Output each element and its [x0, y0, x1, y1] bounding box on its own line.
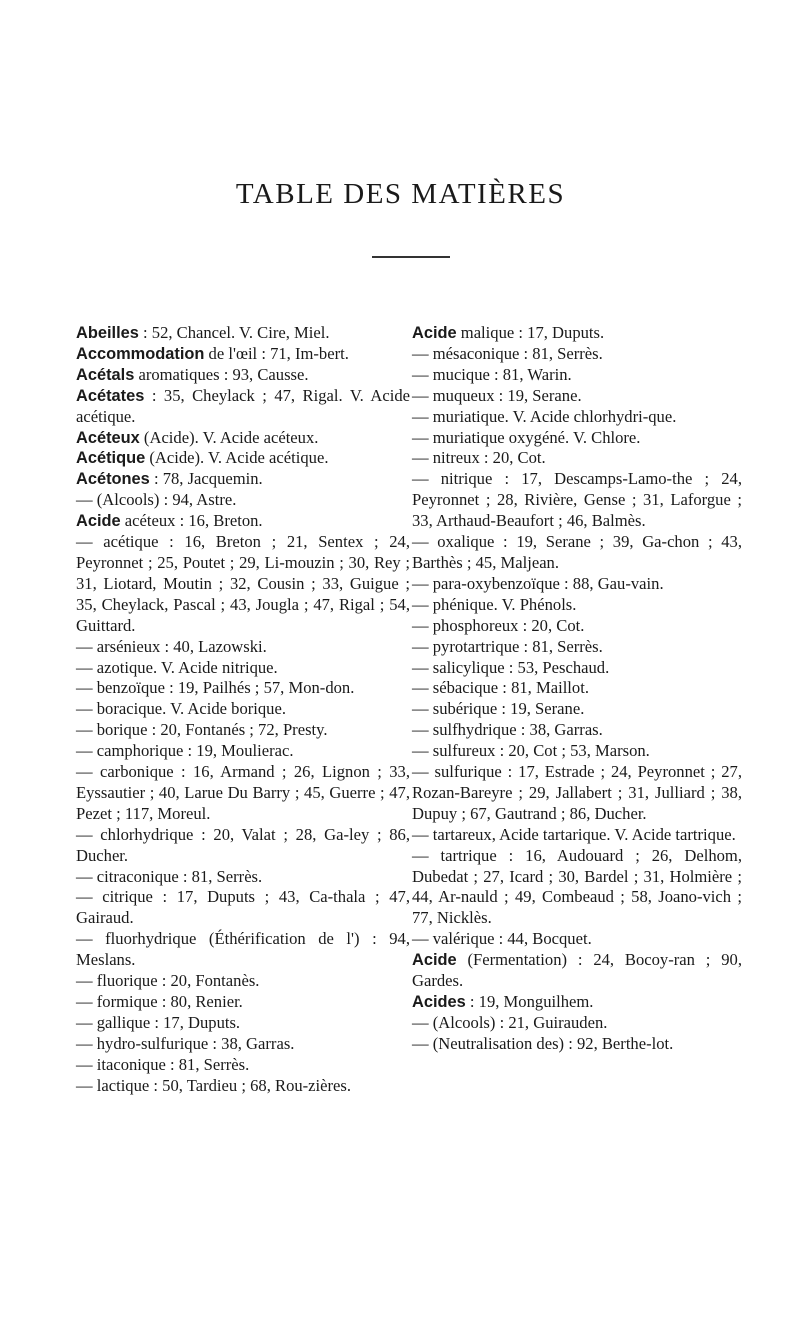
index-entry	[412, 448, 742, 469]
entry-text: — mésaconique : 81, Serrès.	[412, 343, 603, 363]
index-entry	[76, 929, 410, 971]
entry-text: — oxalique : 19, Serane ; 39, Ga-chon ; 43, Barthès ; 45, Maljean.	[412, 532, 742, 572]
index-entry	[76, 532, 410, 637]
entry-text: (Fermentation) : 24, Bocoy-ran ; 90, Gardes.	[412, 950, 742, 991]
index-entry	[412, 428, 742, 449]
index-entry	[76, 1034, 410, 1055]
entry-text: — fluorhydrique (Éthérification de l') : 94, Meslans.	[76, 929, 410, 970]
entry-text: aromatiques : 93, Causse.	[134, 364, 309, 384]
index-entry	[76, 887, 410, 929]
index-entry	[412, 992, 742, 1013]
index-entry	[76, 678, 410, 699]
index-entry	[76, 637, 410, 658]
entry-text: — sulfurique : 17, Estrade ; 24, Peyronnet ; 27, Rozan-Bareyre ; 29, Jallabert ; 31, Julliard ; 38, Dupuy ; 67, Gautrand ; 86, Ducher.	[412, 762, 742, 823]
index-entry	[76, 762, 410, 825]
entry-headword: Acides	[412, 993, 466, 1011]
index-entry	[412, 616, 742, 637]
entry-text: — azotique. V. Acide nitrique.	[76, 657, 278, 677]
entry-text: — chlorhydrique : 20, Valat ; 28, Ga-ley ; 86, Ducher.	[76, 824, 410, 865]
entry-text: — subérique : 19, Serane.	[412, 699, 585, 719]
index-entry	[76, 490, 410, 511]
entry-headword: Abeilles	[76, 324, 139, 342]
entry-text: — benzoïque : 19, Pailhés ; 57, Mon-don.	[76, 678, 355, 698]
entry-text: : 78, Jacquemin.	[149, 469, 263, 489]
index-entry	[76, 344, 410, 365]
index-entry	[76, 1055, 410, 1076]
index-entry	[412, 469, 742, 532]
index-entry	[412, 365, 742, 386]
index-entry	[76, 658, 410, 679]
index-entry	[412, 574, 742, 595]
index-entry	[76, 699, 410, 720]
entry-headword: Acide	[412, 951, 457, 970]
index-entry	[76, 971, 410, 992]
index-entry	[412, 1034, 742, 1055]
index-entry	[412, 386, 742, 407]
index-entry	[412, 846, 742, 930]
index-entry	[76, 825, 410, 867]
entry-headword: Acétals	[76, 365, 135, 384]
entry-text: — pyrotartrique : 81, Serrès.	[412, 636, 603, 656]
index-entry	[76, 365, 410, 386]
entry-text: — phosphoreux : 20, Cot.	[412, 615, 585, 635]
entry-text: : 35, Cheylack ; 47, Rigal. V. Acide acétique.	[76, 385, 410, 426]
entry-text: : 52, Chancel. V. Cire, Miel.	[138, 323, 330, 342]
entry-headword: Acéteux	[76, 428, 140, 447]
index-entry	[76, 720, 410, 741]
index-entry	[412, 950, 742, 992]
title-rule	[372, 256, 450, 258]
entry-headword: Acétates	[76, 386, 145, 405]
entry-text: — arsénieux : 40, Lazowski.	[76, 636, 267, 656]
entry-text: — (Alcools) : 21, Guirauden.	[412, 1012, 608, 1032]
entry-headword: Acétones	[76, 470, 150, 489]
index-entry	[412, 637, 742, 658]
entry-text: — camphorique : 19, Moulierac.	[76, 741, 294, 761]
entry-text: — citraconique : 81, Serrès.	[76, 866, 263, 886]
entry-text: — boracique. V. Acide borique.	[76, 699, 286, 719]
index-entry	[412, 658, 742, 679]
index-column-right	[412, 323, 742, 1055]
index-entry	[76, 448, 410, 469]
index-entry	[412, 825, 742, 846]
entry-headword: Acétique	[76, 449, 146, 468]
entry-text: — mucique : 81, Warin.	[412, 364, 572, 384]
entry-text: — phénique. V. Phénols.	[412, 594, 577, 614]
entry-text: — salicylique : 53, Peschaud.	[412, 657, 610, 677]
entry-text: — sulfhydrique : 38, Garras.	[412, 720, 603, 740]
index-entry	[412, 929, 742, 950]
index-column-left	[76, 323, 410, 1097]
index-entry	[76, 428, 410, 449]
index-entry	[412, 741, 742, 762]
entry-text: — muriatique oxygéné. V. Chlore.	[412, 427, 641, 447]
entry-text: — nitreux : 20, Cot.	[412, 448, 546, 468]
entry-text: de l'œil : 71, Im-bert.	[204, 343, 349, 363]
index-entry	[76, 992, 410, 1013]
entry-text: — itaconique : 81, Serrès.	[76, 1054, 250, 1074]
index-entry	[412, 323, 742, 344]
entry-headword: Accommodation	[76, 344, 205, 363]
index-entry	[412, 1013, 742, 1034]
index-entry	[412, 344, 742, 365]
entry-text: — (Neutralisation des) : 92, Berthe-lot.	[412, 1033, 674, 1053]
entry-text: (Acide). V. Acide acétique.	[145, 448, 329, 468]
index-entry	[412, 532, 742, 574]
index-entry	[76, 386, 410, 428]
index-entry	[76, 323, 410, 344]
entry-text: acéteux : 16, Breton.	[120, 511, 263, 531]
index-entry	[412, 720, 742, 741]
entry-text: — gallique : 17, Duputs.	[76, 1012, 241, 1032]
index-entry	[412, 407, 742, 428]
index-entry	[412, 678, 742, 699]
index-entry	[76, 1013, 410, 1034]
entry-text: — lactique : 50, Tardieu ; 68, Rou-zières.	[76, 1075, 352, 1095]
entry-text: — carbonique : 16, Armand ; 26, Lignon ; 33, Eyssautier ; 40, Larue Du Barry ; 45, Guerre ; 47, Pezet ; 117, Moreul.	[76, 762, 410, 823]
entry-text: malique : 17, Duputs.	[456, 323, 605, 342]
entry-text: — sulfureux : 20, Cot ; 53, Marson.	[412, 741, 650, 761]
entry-headword: Acide	[412, 324, 457, 342]
entry-text: — formique : 80, Renier.	[76, 992, 243, 1011]
index-entry	[412, 699, 742, 720]
entry-text: — muqueux : 19, Serane.	[412, 385, 582, 405]
entry-text: — nitrique : 17, Descamps-Lamo-the ; 24, Peyronnet ; 28, Rivière, Gense ; 31, Laforgue ; 33, Arthaud-Beaufort ; 46, Balmès.	[412, 469, 742, 531]
entry-text: — hydro-sulfurique : 38, Garras.	[76, 1033, 295, 1053]
index-entry	[76, 867, 410, 888]
page-title: TABLE DES MATIÈRES	[235, 178, 566, 210]
entry-headword: Acide	[76, 512, 121, 531]
entry-text: — muriatique. V. Acide chlorhydri-que.	[412, 406, 677, 426]
index-entry	[412, 595, 742, 616]
entry-text: — valérique : 44, Bocquet.	[412, 929, 592, 949]
entry-text: (Acide). V. Acide acéteux.	[139, 427, 319, 447]
index-entry	[412, 762, 742, 825]
index-entry	[76, 511, 410, 532]
index-entry	[76, 1076, 410, 1097]
entry-text: — fluorique : 20, Fontanès.	[76, 971, 260, 991]
index-entry	[76, 469, 410, 490]
entry-text: — (Alcools) : 94, Astre.	[76, 490, 237, 510]
entry-text: — citrique : 17, Duputs ; 43, Ca-thala ; 47, Gairaud.	[76, 887, 410, 928]
entry-text: : 19, Monguilhem.	[465, 992, 594, 1011]
index-entry	[76, 741, 410, 762]
entry-text: — para-oxybenzoïque : 88, Gau-vain.	[412, 573, 664, 593]
entry-text: — sébacique : 81, Maillot.	[412, 678, 589, 698]
entry-text: — acétique : 16, Breton ; 21, Sentex ; 24, Peyronnet ; 25, Poutet ; 29, Li-mouzin ; 30, Rey ; 31, Liotard, Moutin ; 32, Cousin ; 33, Guigue ; 35, Cheylack, Pascal ; 43, Jougla ; 47, Rigal ; 54, Guittard.	[76, 532, 410, 635]
entry-text: — tartrique : 16, Audouard ; 26, Delhom, Dubedat ; 27, Icard ; 30, Bardel ; 31, Holmière ; 44, Ar-nauld ; 49, Combeaud ; 58, Joano-vich ; 77, Nicklès.	[412, 845, 742, 928]
entry-text: — borique : 20, Fontanés ; 72, Presty.	[76, 720, 328, 740]
entry-text: — tartareux, Acide tartarique. V. Acide tartrique.	[412, 824, 736, 844]
